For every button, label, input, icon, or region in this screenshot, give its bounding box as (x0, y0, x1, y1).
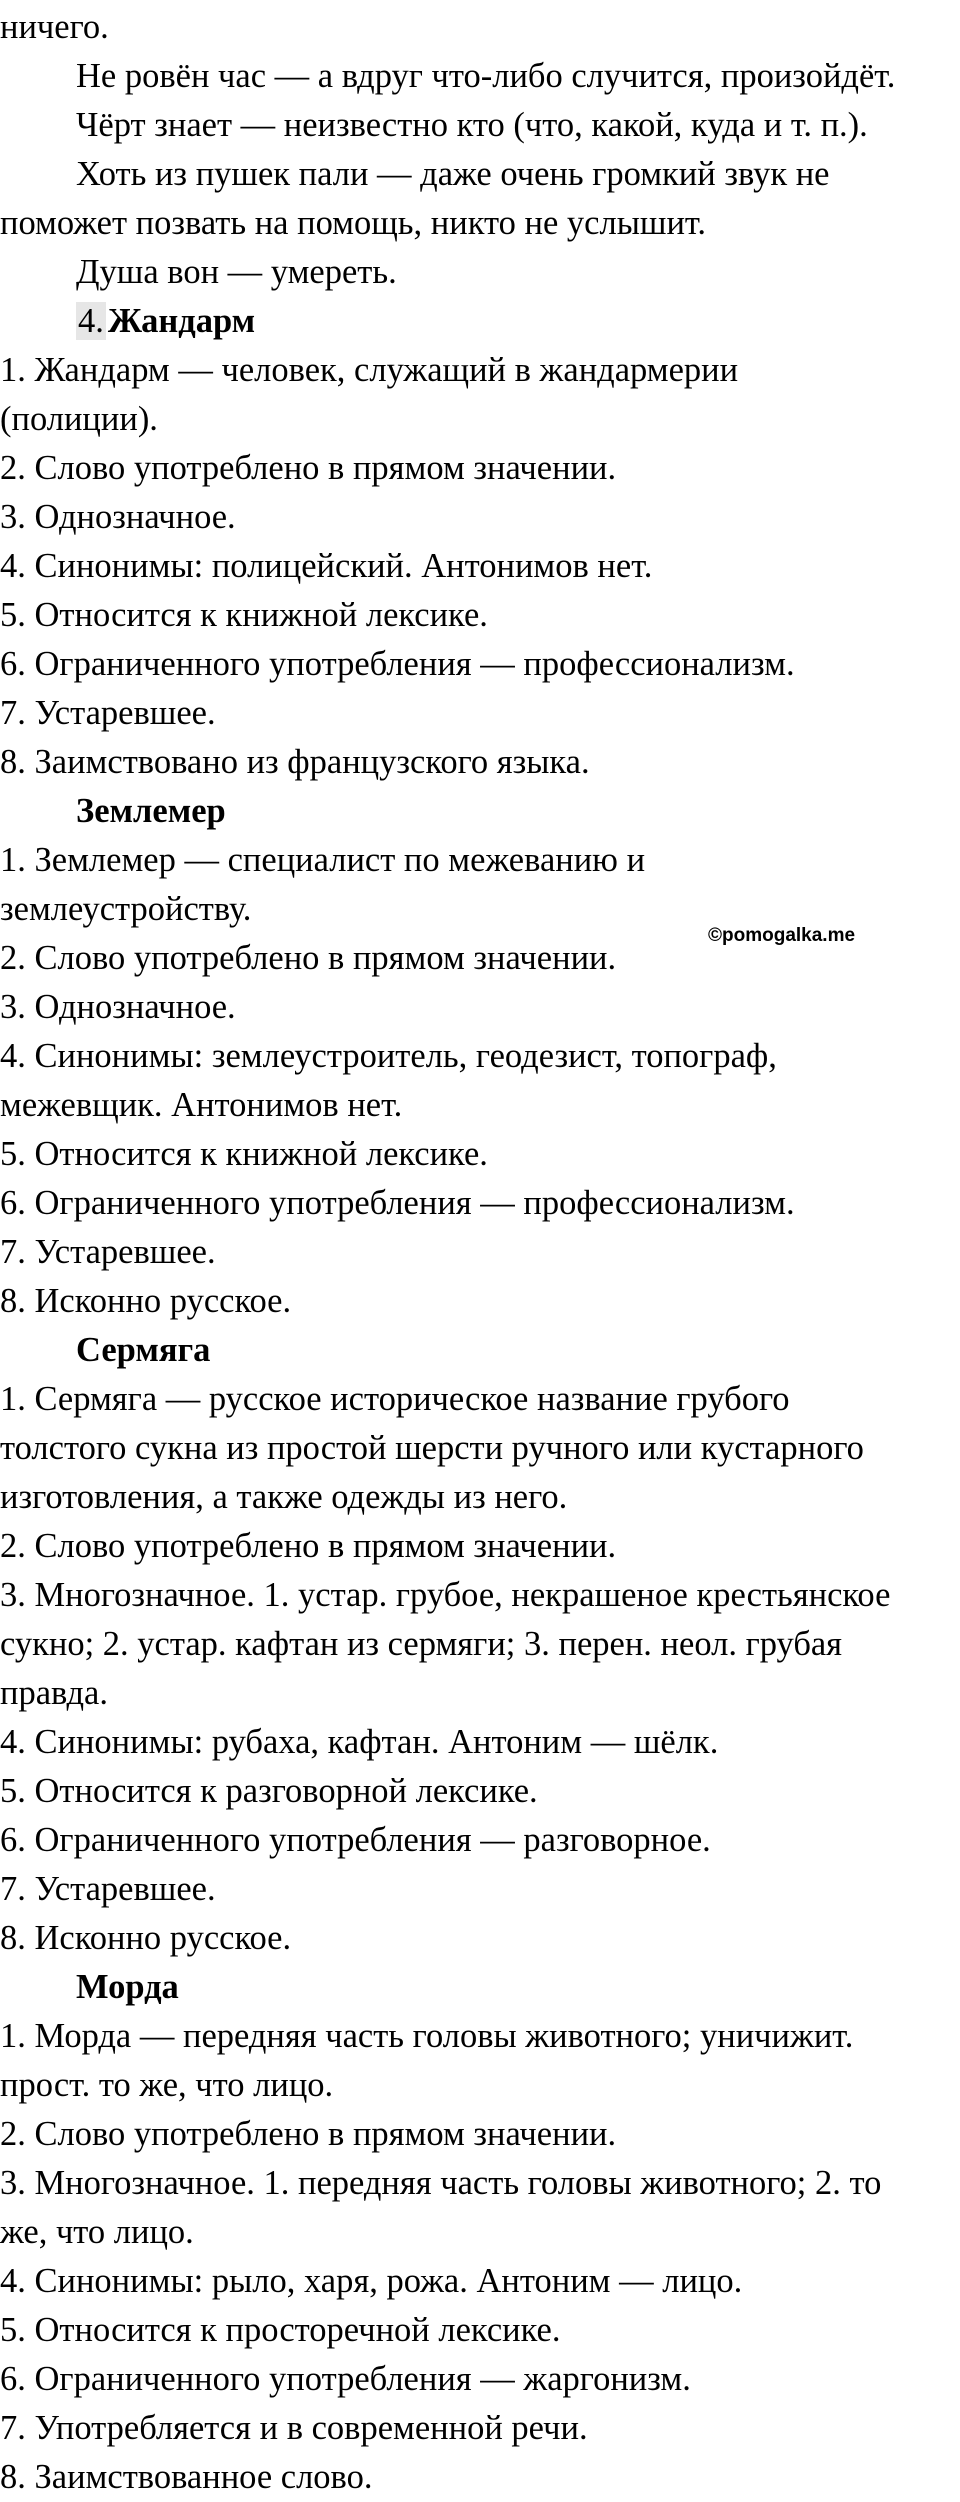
entry-line: (полиции). (0, 400, 158, 438)
entry-line: 2. Слово употреблено в прямом значении. (0, 449, 617, 487)
section-title-sermyaga: Сермяга (76, 1331, 211, 1369)
entry-line: 3. Однозначное. (0, 988, 236, 1026)
entry-line: 2. Слово употреблено в прямом значении. (0, 939, 617, 977)
entry-line: толстого сукна из простой шерсти ручного или кустарного (0, 1429, 864, 1467)
entry-line: 5. Относится к книжной лексике. (0, 1135, 488, 1173)
entry-line: 4. Синонимы: полицейский. Антонимов нет. (0, 547, 653, 585)
section-number: 4. (78, 302, 104, 340)
section-title-zemlemer: Землемер (76, 792, 226, 830)
entry-line: 1. Сермяга — русское историческое название грубого (0, 1380, 790, 1418)
idiom-line: Хоть из пушек пали — даже очень громкий звук не (76, 155, 830, 193)
entry-line: 1. Жандарм — человек, служащий в жандармерии (0, 351, 739, 389)
entry-line: 5. Относится к просторечной лексике. (0, 2311, 561, 2349)
entry-line: 7. Употребляется и в современной речи. (0, 2409, 588, 2447)
entry-line: 7. Устаревшее. (0, 1870, 216, 1908)
idiom-line: Не ровён час — а вдруг что-либо случится, произойдёт. (76, 57, 896, 95)
idiom-line: Душа вон — умереть. (76, 253, 397, 291)
entry-line: 4. Синонимы: рыло, харя, рожа. Антоним — лицо. (0, 2262, 743, 2300)
entry-line: 6. Ограниченного употребления — жаргонизм. (0, 2360, 691, 2398)
entry-line: 1. Морда — передняя часть головы животного; уничижит. (0, 2017, 854, 2055)
section-heading-zhandarm (76, 297, 255, 346)
entry-line: 6. Ограниченного употребления — профессионализм. (0, 1184, 795, 1222)
section-title: Жандарм (107, 302, 256, 340)
entry-line: сукно; 2. устар. кафтан из сермяги; 3. перен. неол. грубая (0, 1625, 843, 1663)
entry-line: 8. Исконно русское. (0, 1282, 292, 1320)
entry-line: 2. Слово употреблено в прямом значении. (0, 1527, 617, 1565)
idiom-line: Чёрт знает — неизвестно кто (что, какой, куда и т. п.). (76, 106, 868, 144)
idiom-line: ничего. (0, 8, 109, 46)
entry-line: 5. Относится к разговорной лексике. (0, 1772, 538, 1810)
entry-line: 6. Ограниченного употребления — разговорное. (0, 1821, 711, 1859)
entry-line: землеустройству. (0, 890, 252, 928)
entry-line: 5. Относится к книжной лексике. (0, 596, 488, 634)
entry-line: 2. Слово употреблено в прямом значении. (0, 2115, 617, 2153)
entry-line: 4. Синонимы: землеустроитель, геодезист, топограф, (0, 1037, 777, 1075)
watermark: ©pomogalka.me (708, 925, 856, 946)
idiom-line: поможет позвать на помощь, никто не услышит. (0, 204, 707, 242)
entry-line: 3. Многозначное. 1. устар. грубое, некрашеное крестьянское (0, 1576, 891, 1614)
entry-line: прост. то же, что лицо. (0, 2066, 334, 2104)
entry-line: 6. Ограниченного употребления — профессионализм. (0, 645, 795, 683)
entry-line: изготовления, а также одежды из него. (0, 1478, 568, 1516)
entry-line: правда. (0, 1674, 108, 1712)
entry-line: же, что лицо. (0, 2213, 194, 2251)
entry-line: межевщик. Антонимов нет. (0, 1086, 403, 1124)
entry-line: 3. Многозначное. 1. передняя часть головы животного; 2. то (0, 2164, 882, 2202)
entry-line: 4. Синонимы: рубаха, кафтан. Антоним — шёлк. (0, 1723, 719, 1761)
entry-line: 7. Устаревшее. (0, 1233, 216, 1271)
entry-line: 8. Заимствованное слово. (0, 2458, 373, 2496)
entry-line: 7. Устаревшее. (0, 694, 216, 732)
entry-line: 8. Исконно русское. (0, 1919, 292, 1957)
entry-line: 8. Заимствовано из французского языка. (0, 743, 590, 781)
section-title-morda: Морда (76, 1968, 179, 2006)
entry-line: 3. Однозначное. (0, 498, 236, 536)
entry-line: 1. Землемер — специалист по межеванию и (0, 841, 646, 879)
